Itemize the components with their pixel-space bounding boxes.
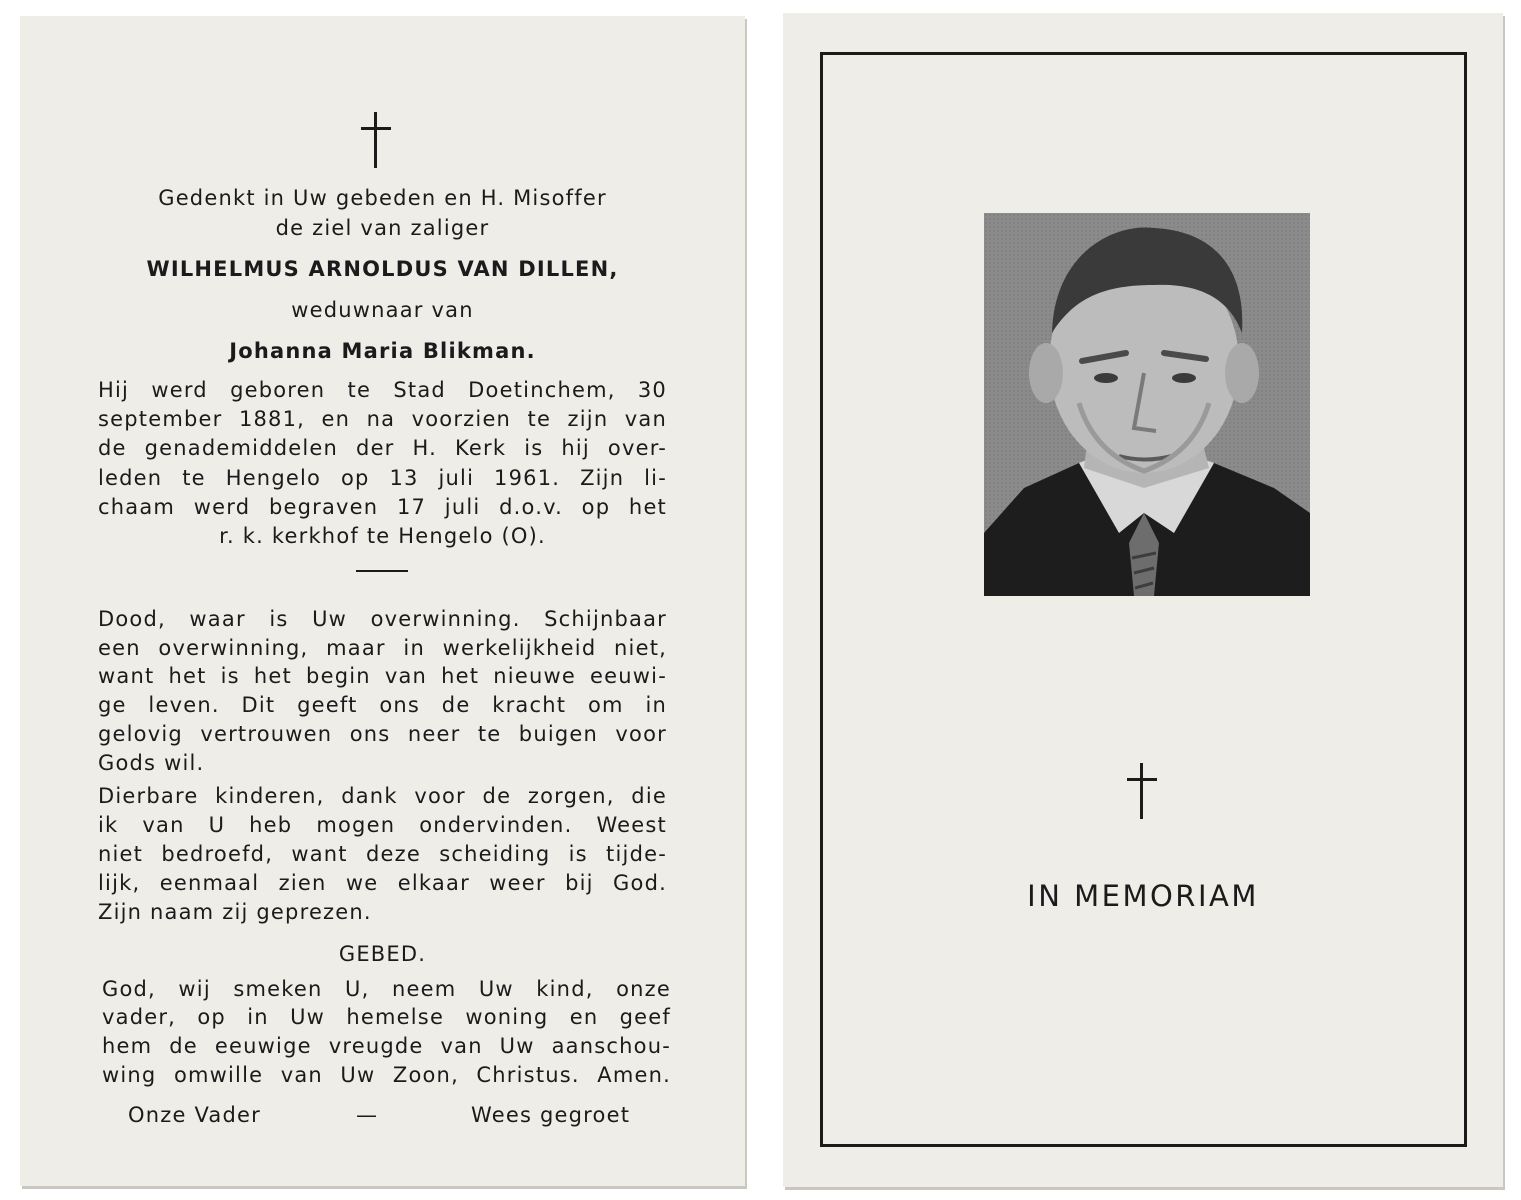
paragraph-line: Zijn naam zij geprezen. <box>98 900 372 924</box>
paragraph-line: een overwinning, maar in werkelijkheid niet, <box>98 636 667 660</box>
prayer-line: vader, op in Uw hemelse woning en geef <box>102 1005 671 1029</box>
bio-line: chaam werd begraven 17 juli d.o.v. op het <box>98 495 667 519</box>
memorial-card-front <box>783 13 1503 1187</box>
bio-line: r. k. kerkhof te Hengelo (O). <box>219 524 546 548</box>
prayer-line: wing omwille van Uw Zoon, Christus. Amen. <box>102 1063 671 1087</box>
paragraph-line: niet bedroefd, want deze scheiding is tijde- <box>98 842 667 866</box>
memorial-card-text-side <box>20 16 745 1186</box>
paragraph-line: gelovig vertrouwen ons neer te buigen voor <box>98 722 667 746</box>
paragraph-line: Gods wil. <box>98 751 205 775</box>
intro-line-2: de ziel van zaliger <box>275 216 490 240</box>
prayer-line: hem de eeuwige vreugde van Uw aanschou- <box>102 1034 671 1058</box>
prayer-line: God, wij smeken U, neem Uw kind, onze <box>102 977 671 1001</box>
widower-of: weduwnaar van <box>291 298 474 322</box>
deceased-name: WILHELMUS ARNOLDUS VAN DILLEN, <box>146 257 619 281</box>
paragraph-line: Dierbare kinderen, dank voor de zorgen, die <box>98 784 667 808</box>
paragraph-line: ik van U heb mogen ondervinden. Weest <box>98 813 667 837</box>
bio-line: september 1881, en na voorzien te zijn van <box>98 407 667 431</box>
paragraph-line: Dood, waar is Uw overwinning. Schijnbaar <box>98 607 667 631</box>
bio-line: Hij werd geboren te Stad Doetinchem, 30 <box>98 378 667 402</box>
paragraph-line: lijk, eenmaal zien we elkaar weer bij God. <box>98 871 667 895</box>
cross-icon <box>1127 763 1157 819</box>
footer-dash: — <box>356 1103 379 1127</box>
footer-prayer-left: Onze Vader <box>128 1103 261 1127</box>
footer-prayer-right: Wees gegroet <box>471 1103 631 1127</box>
intro-line-1: Gedenkt in Uw gebeden en H. Misoffer <box>158 186 607 210</box>
divider <box>356 570 408 572</box>
in-memoriam-title: IN MEMORIAM <box>1027 879 1259 913</box>
paragraph-line: ge leven. Dit geeft ons de kracht om in <box>98 693 667 717</box>
cross-icon <box>361 112 391 168</box>
portrait-photo <box>984 213 1310 596</box>
prayer-heading: GEBED. <box>338 942 427 966</box>
paragraph-line: want het is het begin van het nieuwe eeuwi- <box>98 664 667 688</box>
spouse-name: Johanna Maria Blikman. <box>229 339 536 363</box>
bio-line: leden te Hengelo op 13 juli 1961. Zijn li- <box>98 466 667 490</box>
bio-line: de genademiddelen der H. Kerk is hij over- <box>98 436 667 460</box>
